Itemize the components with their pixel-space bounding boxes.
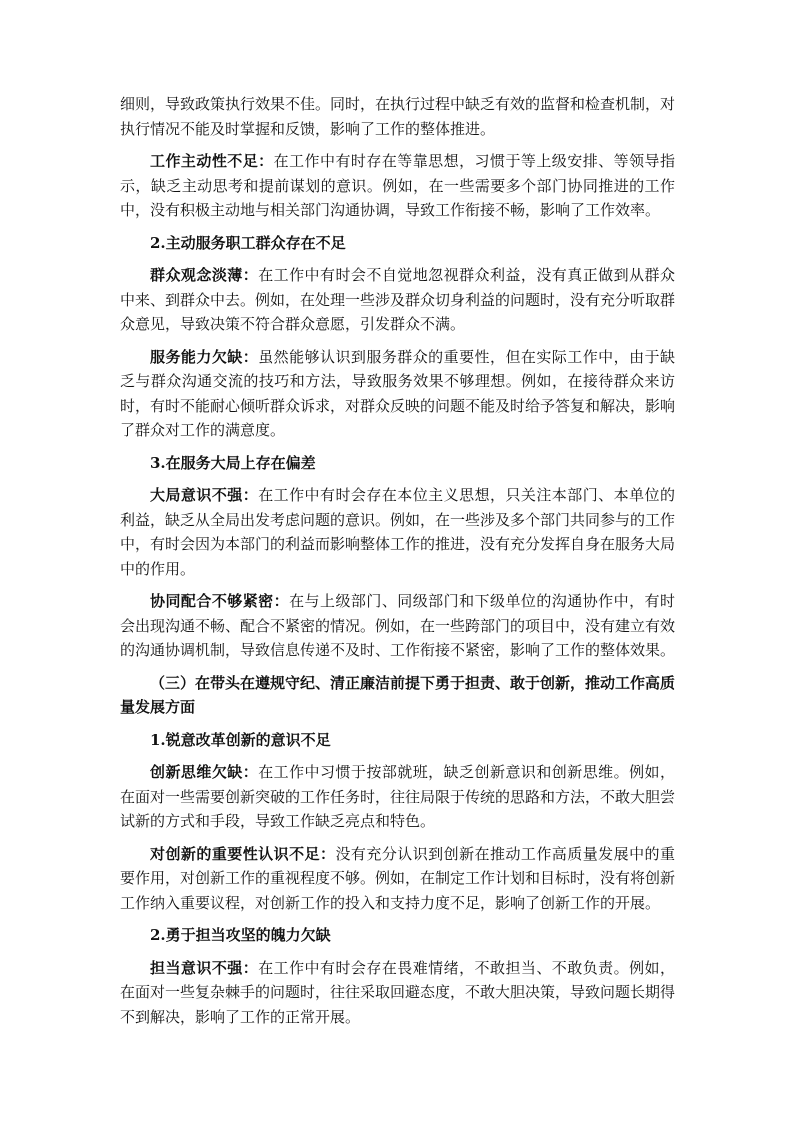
- section-heading-3: （三）在带头在遵规守纪、清正廉洁前提下勇于担责、敢于创新，推动工作高质量发展方面: [120, 673, 676, 716]
- subheading-overall-situation: 3.在服务大局上存在偏差: [150, 453, 316, 472]
- paragraph-text: 在工作中有时会不自觉地忽视群众利益，没有真正做到从群众中来、到群众中去。例如，在处理一些涉及群众切身利益的问题时，没有充分听取群众意见，导致决策不符合群众意愿，引发群众不满。: [120, 266, 676, 333]
- paragraph-text: 在工作中习惯于按部就班，缺乏创新意识和创新思维。例如，在面对一些需要创新突破的工作任务时，往往局限于传统的思路和方法，不敢大胆尝试新的方式和手段，导致工作缺乏亮点和特色。: [120, 763, 676, 830]
- paragraph-lead: 担当意识不强：: [150, 958, 259, 977]
- paragraph-text: 细则，导致政策执行效果不佳。同时，在执行过程中缺乏有效的监督和检查机制，对执行情况不能及时掌握和反馈，影响了工作的整体推进。: [120, 95, 676, 138]
- paragraph-overall-awareness: [120, 483, 675, 581]
- paragraph-coordination: [120, 589, 675, 663]
- paragraph-service-ability: [120, 345, 675, 443]
- paragraph-lead: 服务能力欠缺：: [150, 347, 259, 366]
- paragraph-intro: [120, 92, 675, 141]
- document-page: [120, 92, 675, 1037]
- subheading-innovation: 1.锐意改革创新的意识不足: [150, 730, 331, 749]
- paragraph-lead: 工作主动性不足：: [150, 152, 274, 170]
- paragraph-text: 在工作中有时会存在本位主义思想，只关注本部门、本单位的利益，缺乏从全局出发考虑问题的意识。例如，在一些涉及多个部门共同参与的工作中，有时会因为本部门的利益而影响整体工作的推进，没有充分发挥自身在服务大局中的作用。: [120, 486, 676, 578]
- paragraph-text: 没有充分认识到创新在推动工作高质量发展中的重要作用，对创新工作的重视程度不够。例如，在制定工作计划和目标时，没有将创新工作纳入重要议程，对创新工作的投入和支持力度不足，影响了创新工作的开展。: [120, 844, 676, 912]
- paragraph-text: 在工作中有时存在等靠思想，习惯于等上级安排、等领导指示，缺乏主动思考和提前谋划的意识。例如，在一些需要多个部门协同推进的工作中，没有积极主动地与相关部门沟通协调，导致工作衔接不畅，影响了工作效率。: [120, 152, 675, 219]
- subheading-serve-masses: 2.主动服务职工群众存在不足: [150, 233, 346, 252]
- subheading-responsibility: 2.勇于担当攻坚的魄力欠缺: [150, 926, 331, 944]
- paragraph-text: 在工作中有时会存在畏难情绪，不敢担当、不敢负责。例如，在面对一些复杂棘手的问题时，往往采取回避态度，不敢大胆决策，导致问题长期得不到解决，影响了工作的正常开展。: [120, 958, 676, 1026]
- paragraph-text: 在与上级部门、同级部门和下级单位的沟通协作中，有时会出现沟通不畅、配合不紧密的情况。例如，在一些跨部门的项目中，没有建立有效的沟通协调机制，导致信息传递不及时、工作衔接不紧密，影响了工作的整体效果。: [120, 592, 676, 659]
- paragraph-lead: 对创新的重要性认识不足：: [150, 844, 336, 863]
- paragraph-work-initiative: [120, 149, 675, 223]
- paragraph-text: 虽然能够认识到服务群众的重要性，但在实际工作中，由于缺乏与群众沟通交流的技巧和方法，导致服务效果不够理想。例如，在接待群众来访时，有时不能耐心倾听群众诉求，对群众反映的问题不能及时给予答复和解决，影响了群众对工作的满意度。: [120, 347, 676, 439]
- paragraph-innovative-thinking: [120, 760, 675, 834]
- paragraph-innovation-importance: [120, 842, 675, 916]
- paragraph-lead: 大局意识不强：: [150, 486, 259, 504]
- paragraph-mass-concept: [120, 263, 675, 337]
- paragraph-lead: 协同配合不够紧密：: [150, 592, 290, 610]
- paragraph-lead: 创新思维欠缺：: [150, 763, 259, 781]
- paragraph-responsibility-awareness: [120, 956, 675, 1030]
- paragraph-lead: 群众观念淡薄：: [150, 266, 259, 284]
